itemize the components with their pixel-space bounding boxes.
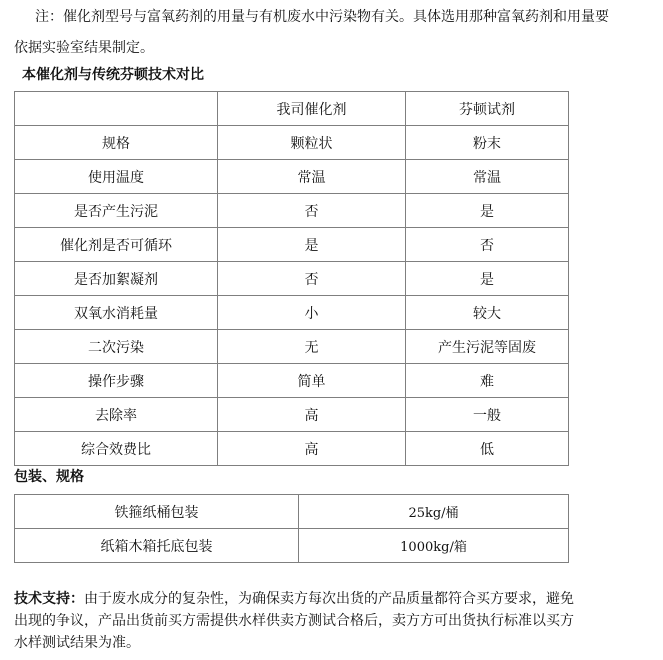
comparison-heading: 本催化剂与传统芬顿技术对比 <box>22 67 204 83</box>
our-catalyst-cell: 常温 <box>218 160 406 194</box>
fenton-cell: 较大 <box>406 296 569 330</box>
row-label-cell: 二次污染 <box>15 330 218 364</box>
packaging-row <box>15 529 569 563</box>
packaging-table-body <box>15 495 569 563</box>
header-cell-blank <box>15 92 218 126</box>
fenton-cell: 一般 <box>406 398 569 432</box>
comparison-row <box>15 296 569 330</box>
fenton-cell: 是 <box>406 194 569 228</box>
header-cell-our-catalyst: 我司催化剂 <box>218 92 406 126</box>
row-label-cell: 使用温度 <box>15 160 218 194</box>
comparison-header-row <box>15 92 569 126</box>
packaging-spec-cell: 25kg/桶 <box>299 495 569 529</box>
fenton-cell: 常温 <box>406 160 569 194</box>
row-label-cell: 综合效费比 <box>15 432 218 466</box>
our-catalyst-cell: 高 <box>218 398 406 432</box>
fenton-cell: 产生污泥等固废 <box>406 330 569 364</box>
packaging-heading: 包装、规格 <box>14 469 84 485</box>
our-catalyst-cell: 简单 <box>218 364 406 398</box>
fenton-cell: 是 <box>406 262 569 296</box>
comparison-row <box>15 228 569 262</box>
row-label-cell: 操作步骤 <box>15 364 218 398</box>
packaging-spec-cell: 1000kg/箱 <box>299 529 569 563</box>
packaging-row <box>15 495 569 529</box>
our-catalyst-cell: 否 <box>218 262 406 296</box>
comparison-row <box>15 398 569 432</box>
comparison-row <box>15 262 569 296</box>
header-cell-fenton: 芬顿试剂 <box>406 92 569 126</box>
our-catalyst-cell: 否 <box>218 194 406 228</box>
row-label-cell: 催化剂是否可循环 <box>15 228 218 262</box>
packaging-type-cell: 纸箱木箱托底包装 <box>15 529 299 563</box>
row-label-cell: 双氧水消耗量 <box>15 296 218 330</box>
our-catalyst-cell: 无 <box>218 330 406 364</box>
our-catalyst-cell: 颗粒状 <box>218 126 406 160</box>
comparison-row <box>15 160 569 194</box>
fenton-cell: 低 <box>406 432 569 466</box>
usage-note: 注：催化剂型号与富氧药剂的用量与有机废水中污染物有关。具体选用那种富氧药剂和用量要依据实验室结果制定。 <box>14 9 609 56</box>
row-label-cell: 是否产生污泥 <box>15 194 218 228</box>
fenton-cell: 否 <box>406 228 569 262</box>
our-catalyst-cell: 高 <box>218 432 406 466</box>
row-label-cell: 规格 <box>15 126 218 160</box>
packaging-type-cell: 铁箍纸桶包装 <box>15 495 299 529</box>
comparison-table-body <box>15 92 569 466</box>
tech-support-text: 由于废水成分的复杂性，为确保卖方每次出货的产品质量都符合买方要求，避免出现的争议，产品出货前买方需提供水样供卖方测试合格后，卖方方可出货执行标准以买方水样测试结果为准。 <box>14 591 574 651</box>
fenton-cell: 粉末 <box>406 126 569 160</box>
our-catalyst-cell: 小 <box>218 296 406 330</box>
comparison-table <box>14 91 569 466</box>
comparison-row <box>15 194 569 228</box>
row-label-cell: 去除率 <box>15 398 218 432</box>
packaging-table <box>14 494 569 563</box>
tech-support-label: 技术支持： <box>14 591 84 607</box>
row-label-cell: 是否加絮凝剂 <box>15 262 218 296</box>
fenton-cell: 难 <box>406 364 569 398</box>
comparison-row <box>15 364 569 398</box>
our-catalyst-cell: 是 <box>218 228 406 262</box>
comparison-row <box>15 126 569 160</box>
comparison-row <box>15 432 569 466</box>
tech-support-paragraph <box>14 588 574 654</box>
comparison-row <box>15 330 569 364</box>
